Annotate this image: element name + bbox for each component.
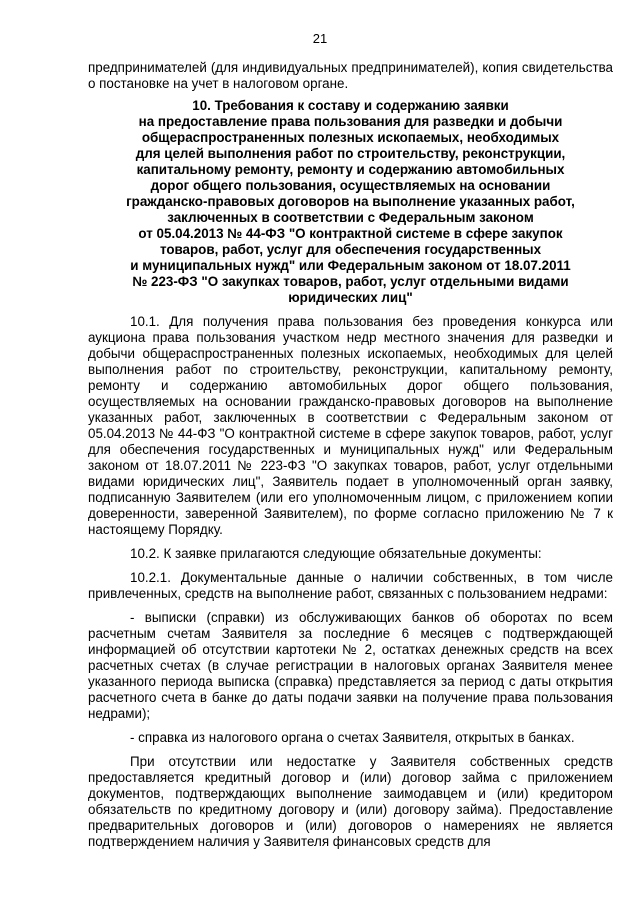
section-heading xyxy=(88,98,613,306)
heading-line: 10. Требования к составу и содержанию заявки xyxy=(192,98,509,113)
paragraph-bank-statements: - выписки (справки) из обслуживающих банков об оборотах по всем расчетным счетам Заявителя за последние 6 месяцев с подтверждающей информацией об отсутствии картотеки № 2, остатках денежных средств на всех расчетных счетах (в случае регистрации в налоговых органах Заявителя менее указанного периода выписка (справка) представляется за период с даты открытия расчетного счета в банке до даты подачи заявки на получение права пользования недрами); xyxy=(88,610,613,721)
heading-line: от 05.04.2013 № 44-ФЗ "О контрактной системе в сфере закупок xyxy=(138,226,563,241)
paragraph-10-1: 10.1. Для получения права пользования без проведения конкурса или аукциона права пользования участком недр местного значения для разведки и добычи общераспространенных полезных ископаемых, необходимых для целей выполнения работ по строительству, реконструкции, капитальному ремонту, ремонту и содержанию автомобильных дорог общего пользования, осуществляемых на основании гражданско-правовых договоров на выполнение указанных работ, заключенных в соответствии с Федеральным законом от 05.04.2013 № 44-ФЗ "О контрактной системе в сфере закупок товаров, работ, услуг для обеспечения государственных и муниципальных нужд" или Федеральным законом от 18.07.2011 № 223-ФЗ "О закупках товаров, работ, услуг отдельными видами юридических лиц", Заявитель подает в уполномоченный орган заявку, подписанную Заявителем (или его уполномоченным лицом, с приложением копии доверенности, заверенной Заявителем), по форме согласно приложению № 7 к настоящему Порядку. xyxy=(88,314,613,537)
heading-line: дорог общего пользования, осуществляемых на основании xyxy=(150,178,551,193)
paragraph-10-2-1: 10.2.1. Документальные данные о наличии собственных, в том числе привлеченных, средств на выполнение работ, связанных с пользованием недрами: xyxy=(88,570,613,601)
heading-line: товаров, работ, услуг для обеспечения государственных xyxy=(159,242,542,257)
paragraph-10-2: 10.2. К заявке прилагаются следующие обязательные документы: xyxy=(130,546,542,561)
heading-line: капитальному ремонту, ремонту и содержанию автомобильных xyxy=(136,162,565,177)
heading-line: общераспространенных полезных ископаемых, необходимых xyxy=(141,130,560,145)
page-number: 21 xyxy=(312,31,328,46)
heading-line: гражданско-правовых договоров на выполнение указанных работ, xyxy=(126,194,575,209)
paragraph-continued: предпринимателей (для индивидуальных предпринимателей), копия свидетельства о постановке на учет в налоговом органе. xyxy=(88,60,613,91)
heading-line: заключенных в соответствии с Федеральным законом xyxy=(167,210,534,225)
heading-line: и муниципальных нужд" или Федеральным законом от 18.07.2011 xyxy=(130,258,571,273)
paragraph-credit-agreement: При отсутствии или недостатке у Заявителя собственных средств предоставляется кредитный договор и (или) договор займа с приложением документов, подтверждающих выполнение заимодавцем и (или) кредитором обязательств по кредитному договору и (или) договору займа). Предоставление предварительных договоров и (или) договоров о намерениях не является подтверждением наличия у Заявителя финансовых средств для xyxy=(88,754,613,849)
document-body xyxy=(88,60,613,850)
heading-line: юридических лиц" xyxy=(288,290,413,305)
heading-line: № 223-ФЗ "О закупках товаров, работ, услуг отдельными видами xyxy=(132,274,569,289)
paragraph-tax-certificate: - справка из налогового органа о счетах Заявителя, открытых в банках. xyxy=(130,730,575,745)
heading-line: на предоставление права пользования для разведки и добычи xyxy=(138,114,563,129)
heading-line: для целей выполнения работ по строительству, реконструкции, xyxy=(135,146,566,161)
